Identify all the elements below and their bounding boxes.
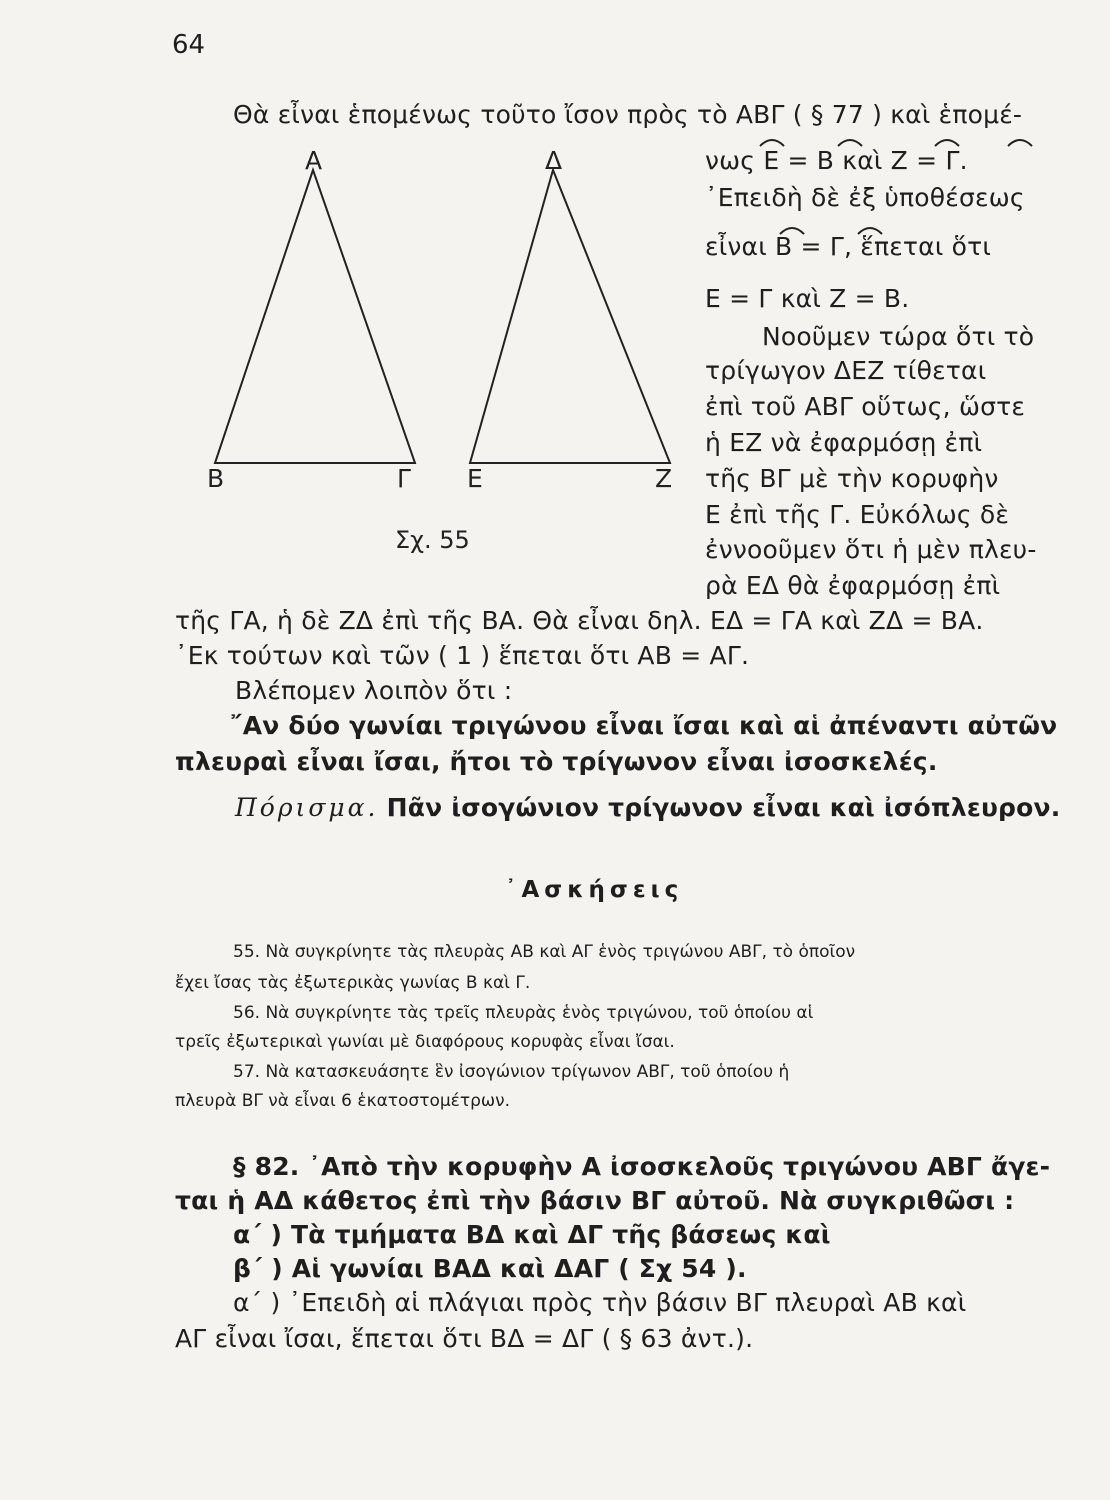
corollary-text: Πᾶν ἰσογώνιον τρίγωνον εἶναι καὶ ἰσόπλευρον. [386,793,1061,822]
section-82-line-1: § 82. ᾿Απὸ τὴν κορυφὴν Α ἰσοσκελοῦς τριγώνου ΑΒΓ ἄγε- [233,1152,1051,1181]
text-line-16: Βλέπομεν λοιπὸν ὅτι : [235,676,513,705]
exercise-line-1: 55. Νὰ συγκρίνητε τὰς πλευρὰς ΑΒ καὶ ΑΓ ἑνὸς τριγώνου ΑΒΓ, τὸ ὁποῖον [233,942,856,962]
vertex-g-label: Γ [397,464,411,493]
text-line-11: Ε ἐπὶ τῆς Γ. Εὐκόλως δὲ [705,500,1010,529]
text-line-3: ᾿Επειδὴ δὲ ἐξ ὑποθέσεως [705,183,1025,212]
theorem-line-2: πλευραὶ εἶναι ἴσαι, ἤτοι τὸ τρίγωνον εἶναι ἰσοσκελές. [175,747,938,776]
proof-line-2: ΑΓ εἶναι ἴσαι, ἕπεται ὅτι ΒΔ = ΔΓ ( § 63 ἀντ.). [175,1324,754,1353]
text-line-2: νως Ε = Β καὶ Ζ = Γ. [705,146,968,175]
figure-caption: Σχ. 55 [395,526,470,554]
vertex-b-label: Β [207,464,225,493]
proof-line-1: α΄ ) ᾿Επειδὴ αἱ πλάγιαι πρὸς τὴν βάσιν ΒΓ πλευραὶ ΑΒ καὶ [233,1288,967,1317]
vertex-z-label: Ζ [655,464,673,493]
angle-marks-line-2 [720,130,1040,150]
text-line-5: Ε = Γ καὶ Ζ = Β. [705,284,910,313]
corollary-label: Πόρισμα. [235,793,379,822]
vertex-e-label: Ε [467,464,483,493]
exercise-line-5: 57. Νὰ κατασκευάσητε ἓν ἰσογώνιον τρίγωνον ΑΒΓ, τοῦ ὁποίου ἡ [233,1062,790,1082]
page-number: 64 [172,30,206,60]
vertex-a-label: Α [305,146,323,175]
section-82-line-2: ται ἡ ΑΔ κάθετος ἐπὶ τὴν βάσιν ΒΓ αὐτοῦ. Νὰ συγκριθῶσι : [175,1186,1015,1215]
exercise-line-4: τρεῖς ἐξωτερικαὶ γωνίαι μὲ διαφόρους κορυφὰς εἶναι ἴσαι. [175,1032,675,1052]
figure-55 [195,145,695,565]
exercise-line-6: πλευρὰ ΒΓ νὰ εἶναι 6 ἑκατοστομέτρων. [175,1091,511,1111]
exercise-line-2: ἔχει ἴσας τὰς ἐξωτερικὰς γωνίας Β καὶ Γ. [175,973,531,993]
text-line-14: τῆς ΓΑ, ἡ δὲ ΖΔ ἐπὶ τῆς ΒΑ. Θὰ εἶναι δηλ. ΕΔ = ΓΑ καὶ ΖΔ = ΒΑ. [175,606,984,635]
text-line-10: τῆς ΒΓ μὲ τὴν κορυφὴν [705,464,999,493]
text-line-9: ἡ ΕΖ νὰ ἐφαρμόσῃ ἐπὶ [705,428,983,457]
text-line-15: ᾿Εκ τούτων καὶ τῶν ( 1 ) ἕπεται ὅτι ΑΒ = ΑΓ. [175,641,750,670]
text-line-7: τρίγωγον ΔΕΖ τίθεται [705,356,987,385]
triangle-dez [470,170,670,463]
text-line-4: εἶναι Β = Γ, ἕπεται ὅτι [705,232,992,261]
angle-marks-line-4 [770,218,970,238]
text-line-6: Νοοῦμεν τώρα ὅτι τὸ [762,322,1035,351]
theorem-line-1: ῎Αν δύο γωνίαι τριγώνου εἶναι ἴσαι καὶ αἱ ἀπέναντι αὐτῶν [230,711,1058,740]
section-82-line-4: β΄ ) Αἱ γωνίαι ΒΑΔ καὶ ΔΑΓ ( Σχ 54 ). [233,1254,747,1283]
triangle-abg [215,170,415,463]
text-line-13: ρὰ ΕΔ θὰ ἐφαρμόσῃ ἐπὶ [705,571,1001,600]
text-line-12: ἐννοοῦμεν ὅτι ἡ μὲν πλευ- [705,535,1037,564]
vertex-d-label: Δ [545,146,563,175]
text-line-8: ἐπὶ τοῦ ΑΒΓ οὕτως, ὥστε [705,392,1026,421]
exercises-heading: ᾿Ασκήσεις [505,877,684,903]
section-82-line-3: α΄ ) Τὰ τμήματα ΒΔ καὶ ΔΓ τῆς βάσεως καὶ [233,1220,831,1249]
text-line-1: Θὰ εἶναι ἑπομένως τοῦτο ἴσον πρὸς τὸ ΑΒΓ ( § 77 ) καὶ ἑπομέ- [233,100,1023,129]
corollary [235,793,1060,822]
exercise-line-3: 56. Νὰ συγκρίνητε τὰς τρεῖς πλευρὰς ἑνὸς τριγώνου, τοῦ ὁποίου αἱ [233,1003,814,1023]
